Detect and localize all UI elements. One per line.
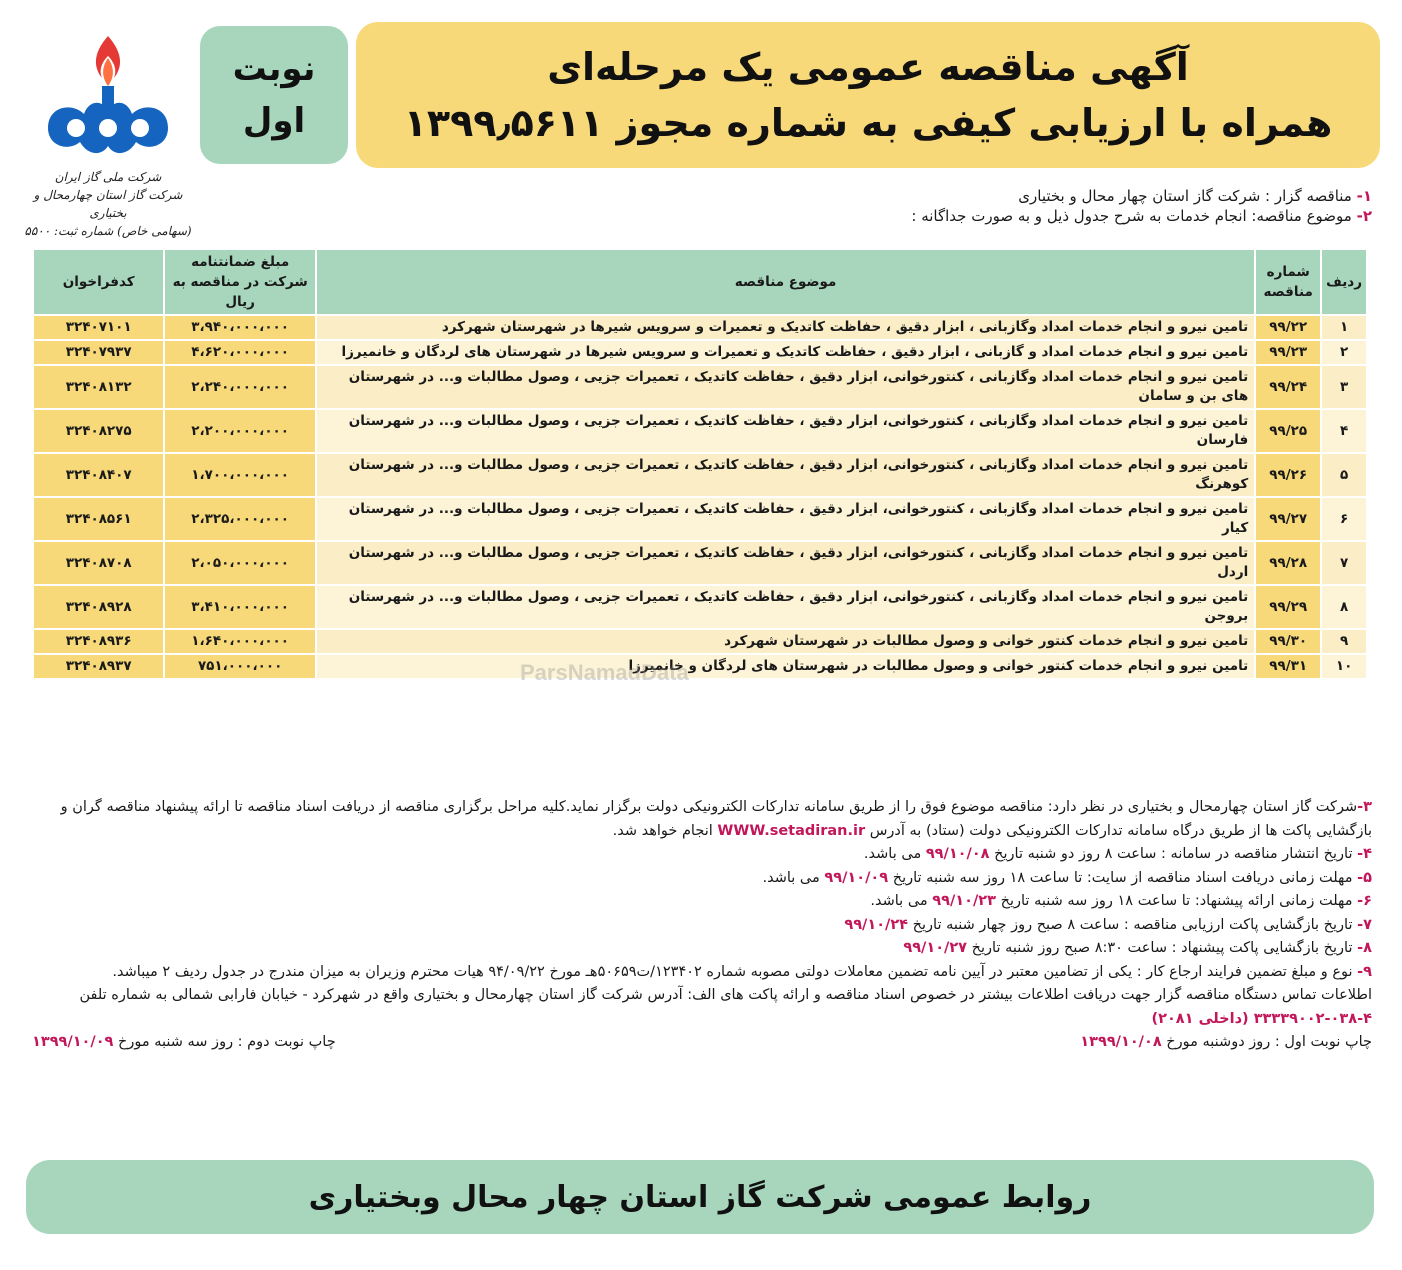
clause-5: ۵- مهلت زمانی دریافت اسناد مناقصه از سایت: تا ساعت ۱۸ روز سه شنبه تاریخ ۹۹/۱۰/۰۹ می باشد.: [762, 869, 1372, 886]
cell-code: ۳۲۴۰۸۱۳۲: [33, 365, 164, 409]
cell-code: ۳۲۴۰۸۹۳۷: [33, 654, 164, 679]
header-subject: موضوع مناقصه: [316, 249, 1255, 315]
cell-amount: ۴،۶۲۰،۰۰۰،۰۰۰: [164, 340, 315, 365]
edition-badge: [200, 26, 348, 164]
cell-row: ۷: [1321, 541, 1367, 585]
footer-text: روابط عمومی شرکت گاز استان چهار محال وبختیاری: [308, 1179, 1092, 1215]
watermark: ParsNamadData: [520, 660, 689, 685]
cell-subject: تامین نیرو و انجام خدمات کنتور خوانی و وصول مطالبات در شهرستان شهرکرد: [316, 629, 1255, 654]
table-row: [33, 409, 1367, 453]
cell-row: ۳: [1321, 365, 1367, 409]
table-row: [33, 340, 1367, 365]
clause-9: ۹- نوع و مبلغ تضمین فرایند ارجاع کار : یکی از تضامین معتبر در آیین نامه تضمین معاملات دولتی مصوبه شماره ۱۲۳۴۰۲/ت۵۰۶۵۹هـ مورخ ۹۴/۰۹/۲۲ هیات محترم وزیران به میزان مندرج در جدول ردیف ۲ میباشد.: [112, 963, 1372, 980]
cell-code: ۳۲۴۰۸۹۳۶: [33, 629, 164, 654]
intro-section: [232, 186, 1372, 226]
footer-banner: [26, 1160, 1374, 1234]
print-first: چاپ نوبت اول : روز دوشنبه مورخ ۱۳۹۹/۱۰/۰۸: [1080, 1034, 1372, 1050]
cell-code: ۳۲۴۰۸۹۲۸: [33, 585, 164, 629]
cell-number: ۹۹/۲۸: [1255, 541, 1321, 585]
clause-8: ۸- تاریخ بازگشایی پاکت پیشنهاد : ساعت ۸:۳۰ صبح روز شنبه تاریخ ۹۹/۱۰/۲۷: [903, 940, 1372, 956]
title-line-2: همراه با ارزیابی کیفی به شماره مجوز ۱۳۹۹٫۵۶۱۱: [403, 101, 1333, 145]
cell-row: ۲: [1321, 340, 1367, 365]
cell-code: ۳۲۴۰۸۲۷۵: [33, 409, 164, 453]
table-header-row: [33, 249, 1367, 315]
table-row: [33, 541, 1367, 585]
table-row: [33, 453, 1367, 497]
cell-number: ۹۹/۲۳: [1255, 340, 1321, 365]
print-dates: [32, 1031, 1372, 1055]
nigc-flame-logo-icon: [28, 28, 188, 168]
cell-number: ۹۹/۲۶: [1255, 453, 1321, 497]
tender-table: [32, 248, 1368, 680]
cell-number: ۹۹/۲۲: [1255, 315, 1321, 340]
cell-number: ۹۹/۲۷: [1255, 497, 1321, 541]
cell-subject: تامین نیرو و انجام خدمات امداد وگازبانی ، کنتورخوانی، ابزار دقیق ، حفاظت کاتدیک ، تعمیرات جزیی ، وصول مطالبات و... در شهرستان کوهرنگ: [316, 453, 1255, 497]
cell-row: ۹: [1321, 629, 1367, 654]
cell-number: ۹۹/۳۰: [1255, 629, 1321, 654]
company-logo: [18, 20, 198, 250]
logo-caption-3: (سهامی خاص) شماره ثبت: ۵۵۰۰: [24, 224, 192, 238]
cell-subject: تامین نیرو و انجام خدمات کنتور خوانی و وصول مطالبات در شهرستان های لردگان و خانمیرزا: [316, 654, 1255, 679]
cell-code: ۳۲۴۰۸۷۰۸: [33, 541, 164, 585]
cell-code: ۳۲۴۰۷۹۳۷: [33, 340, 164, 365]
cell-amount: ۱،۶۴۰،۰۰۰،۰۰۰: [164, 629, 315, 654]
cell-row: ۱: [1321, 315, 1367, 340]
logo-caption-1: شرکت ملی گاز ایران: [54, 170, 162, 184]
body-section: [32, 796, 1372, 1055]
contact-info: اطلاعات تماس دستگاه مناقصه گزار جهت دریافت اطلاعات بیشتر در خصوص اسناد مناقصه و ارائه پاکت های الف: آدرس شرکت گاز استان چهارمحال و بختیاری واقع در شهرکرد - خیابان فارابی شمالی به شماره تلفن ۴-۰۳۸-۳۳۳۳۹۰۰۲ (داخلی ۲۰۸۱): [79, 987, 1372, 1027]
cell-row: ۴: [1321, 409, 1367, 453]
table-row: [33, 585, 1367, 629]
setad-link[interactable]: WWW.setadiran.ir: [717, 822, 866, 839]
cell-amount: ۷۵۱،۰۰۰،۰۰۰: [164, 654, 315, 679]
cell-subject: تامین نیرو و انجام خدمات امداد وگازبانی ، کنتورخوانی، ابزار دقیق ، حفاظت کاتدیک ، تعمیرات جزیی ، وصول مطالبات و... در شهرستان کیار: [316, 497, 1255, 541]
cell-subject: تامین نیرو و انجام خدمات امداد وگازبانی ، ابزار دقیق ، حفاظت کاتدیک و تعمیرات و سرویس شیرها در شهرستان شهرکرد: [316, 315, 1255, 340]
cell-number: ۹۹/۲۵: [1255, 409, 1321, 453]
intro-item-2: ۲- موضوع مناقصه: انجام خدمات به شرح جدول ذیل و به صورت جداگانه :: [911, 207, 1372, 225]
cell-code: ۳۲۴۰۸۵۶۱: [33, 497, 164, 541]
table-row: [33, 629, 1367, 654]
logo-caption-2: شرکت گاز استان چهارمحال و بختیاری: [33, 188, 183, 220]
cell-row: ۱۰: [1321, 654, 1367, 679]
edition-value: اول: [242, 101, 306, 141]
cell-number: ۹۹/۲۹: [1255, 585, 1321, 629]
header-code: کدفراخوان: [33, 249, 164, 315]
header-number: شماره مناقصه: [1255, 249, 1321, 315]
cell-number: ۹۹/۲۴: [1255, 365, 1321, 409]
cell-row: ۵: [1321, 453, 1367, 497]
cell-number: ۹۹/۳۱: [1255, 654, 1321, 679]
table-row: [33, 315, 1367, 340]
cell-amount: ۳،۹۴۰،۰۰۰،۰۰۰: [164, 315, 315, 340]
cell-subject: تامین نیرو و انجام خدمات امداد وگازبانی ، کنتورخوانی، ابزار دقیق ، حفاظت کاتدیک ، تعمیرات جزیی ، وصول مطالبات و... در شهرستان بروجن: [316, 585, 1255, 629]
cell-code: ۳۲۴۰۸۴۰۷: [33, 453, 164, 497]
intro-item-1: ۱- مناقصه گزار : شرکت گاز استان چهار محال و بختیاری: [1018, 187, 1372, 205]
cell-amount: ۲،۲۰۰،۰۰۰،۰۰۰: [164, 409, 315, 453]
clause-7: ۷- تاریخ بازگشایی پاکت ارزیابی مناقصه : ساعت ۸ صبح روز چهار شنبه تاریخ ۹۹/۱۰/۲۴: [844, 916, 1372, 933]
header-amount: مبلغ ضمانتنامه شرکت در مناقصه به ریال: [164, 249, 315, 315]
cell-code: ۳۲۴۰۷۱۰۱: [33, 315, 164, 340]
edition-label: نوبت: [232, 49, 316, 89]
cell-amount: ۲،۰۵۰،۰۰۰،۰۰۰: [164, 541, 315, 585]
title-line-1: آگهی مناقصه عمومی یک مرحله‌ای: [547, 45, 1189, 89]
table-row: [33, 654, 1367, 679]
table-row: [33, 365, 1367, 409]
cell-amount: ۳،۴۱۰،۰۰۰،۰۰۰: [164, 585, 315, 629]
cell-subject: تامین نیرو و انجام خدمات امداد وگازبانی ، کنتورخوانی، ابزار دقیق ، حفاظت کاتدیک ، تعمیرات جزیی ، وصول مطالبات و... در شهرستان های بن و سامان: [316, 365, 1255, 409]
cell-row: ۸: [1321, 585, 1367, 629]
cell-subject: تامین نیرو و انجام خدمات امداد وگازبانی ، کنتورخوانی، ابزار دقیق ، حفاظت کاتدیک ، تعمیرات جزیی ، وصول مطالبات و... در شهرستان اردل: [316, 541, 1255, 585]
cell-amount: ۲،۲۴۰،۰۰۰،۰۰۰: [164, 365, 315, 409]
cell-amount: ۱،۷۰۰،۰۰۰،۰۰۰: [164, 453, 315, 497]
header-row: ردیف: [1321, 249, 1367, 315]
print-second: چاپ نوبت دوم : روز سه شنبه مورخ ۱۳۹۹/۱۰/۰۹: [32, 1034, 336, 1050]
clause-3: ۳-شرکت گاز استان چهارمحال و بختیاری در نظر دارد: مناقصه موضوع فوق را از طریق سامانه تدارکات الکترونیکی دولت برگزار نماید.کلیه مراحل برگزاری مناقصه از دریافت اسناد مناقصه تا ارائه پیشنهاد مناقصه گران و بازگشایی پاکت ها از طریق درگاه سامانه تدارکات الکترونیکی دولت (ستاد) به آدرس WWW.setadiran.ir انجام خواهد شد.: [60, 799, 1372, 839]
cell-subject: تامین نیرو و انجام خدمات امداد و گازبانی ، ابزار دقیق ، حفاظت کاتدیک و تعمیرات و سرویس شیرها در شهرستان های لردگان و خانمیرزا: [316, 340, 1255, 365]
clause-4: ۴- تاریخ انتشار مناقصه در سامانه : ساعت ۸ روز دو شنبه تاریخ ۹۹/۱۰/۰۸ می باشد.: [863, 846, 1372, 862]
clause-6: ۶- مهلت زمانی ارائه پیشنهاد: تا ساعت ۱۸ روز سه شنبه تاریخ ۹۹/۱۰/۲۳ می باشد.: [870, 893, 1372, 909]
cell-amount: ۲،۳۲۵،۰۰۰،۰۰۰: [164, 497, 315, 541]
cell-row: ۶: [1321, 497, 1367, 541]
table-row: [33, 497, 1367, 541]
title-banner: [356, 22, 1380, 168]
cell-subject: تامین نیرو و انجام خدمات امداد وگازبانی ، کنتورخوانی، ابزار دقیق ، حفاظت کاتدیک ، تعمیرات جزیی ، وصول مطالبات و... در شهرستان فارسان: [316, 409, 1255, 453]
